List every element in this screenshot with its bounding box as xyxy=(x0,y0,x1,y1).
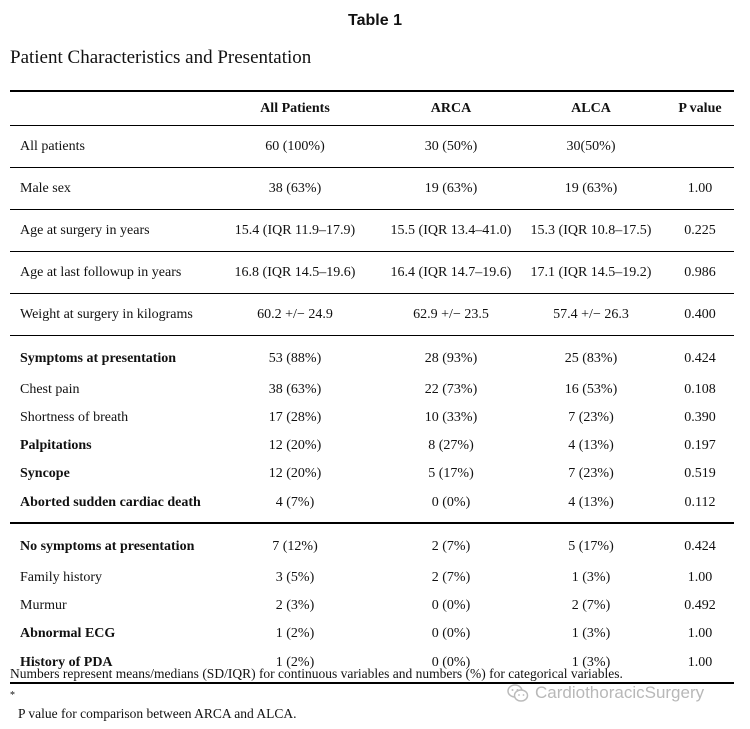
cell-alca: 7 (23%) xyxy=(568,410,614,425)
watermark-text: CardiothoracicSurgery xyxy=(535,683,705,702)
cell-arca: 62.9 +/− 23.5 xyxy=(386,294,516,336)
table-row xyxy=(10,523,734,564)
table-row xyxy=(10,126,734,168)
cell-p-value: 0.197 xyxy=(684,438,716,453)
cell-all-patients: 1 (2%) xyxy=(275,626,315,641)
cell-alca: 5 (17%) xyxy=(568,539,614,554)
cell-all-patients: 53 (88%) xyxy=(268,351,322,366)
cell-all-patients: 4 (7%) xyxy=(204,488,386,523)
row-label: Palpitations xyxy=(20,438,92,453)
table-caption: Patient Characteristics and Presentation xyxy=(10,47,312,68)
cell-alca: 1 (3%) xyxy=(571,655,611,670)
cell-alca: 4 (13%) xyxy=(568,438,614,453)
cell-arca: 30 (50%) xyxy=(386,126,516,168)
cell-p-value: 0.225 xyxy=(666,210,734,252)
cell-alca: 25 (83%) xyxy=(564,351,618,366)
cell-all-patients: 12 (20%) xyxy=(268,466,322,481)
row-label: Symptoms at presentation xyxy=(20,351,177,366)
cell-all-patients: 15.4 (IQR 11.9–17.9) xyxy=(204,210,386,252)
table-row xyxy=(10,336,734,377)
table-row xyxy=(10,564,734,592)
cell-all-patients: 38 (63%) xyxy=(268,382,322,397)
table-row xyxy=(10,252,734,294)
cell-arca: 0 (0%) xyxy=(431,655,471,670)
cell-alca: 1 (3%) xyxy=(571,626,611,641)
table-row xyxy=(10,488,734,523)
header-alca: ALCA xyxy=(516,91,666,126)
cell-alca: 57.4 +/− 26.3 xyxy=(516,294,666,336)
cell-arca: 15.5 (IQR 13.4–41.0) xyxy=(386,210,516,252)
row-label: History of PDA xyxy=(20,655,113,670)
cell-p-value: 0.519 xyxy=(684,466,716,481)
cell-arca: 2 (7%) xyxy=(431,539,471,554)
cell-arca: 0 (0%) xyxy=(431,598,471,613)
cell-all-patients: 2 (3%) xyxy=(275,598,315,613)
row-label: Chest pain xyxy=(20,382,80,397)
row-label: Abnormal ECG xyxy=(20,626,116,641)
cell-p-value: 1.00 xyxy=(687,570,713,585)
header-label xyxy=(10,91,204,126)
cell-all-patients: 12 (20%) xyxy=(268,438,322,453)
cell-all-patients: 7 (12%) xyxy=(272,539,318,554)
cell-arca: 16.4 (IQR 14.7–19.6) xyxy=(386,252,516,294)
cell-alca: 7 (23%) xyxy=(568,466,614,481)
cell-arca: 2 (7%) xyxy=(431,570,471,585)
cell-alca: 17.1 (IQR 14.5–19.2) xyxy=(516,252,666,294)
cell-p-value: 0.986 xyxy=(666,252,734,294)
header-all-patients: All Patients xyxy=(204,91,386,126)
cell-arca: 22 (73%) xyxy=(424,382,478,397)
cell-p-value: 0.108 xyxy=(684,382,716,397)
cell-arca: 10 (33%) xyxy=(424,410,478,425)
cell-arca: 19 (63%) xyxy=(386,168,516,210)
cell-alca: 4 (13%) xyxy=(516,488,666,523)
row-label: All patients xyxy=(10,126,204,168)
cell-p-value: 1.00 xyxy=(687,626,713,641)
cell-alca: 15.3 (IQR 10.8–17.5) xyxy=(516,210,666,252)
cell-arca: 8 (27%) xyxy=(428,438,474,453)
row-label: No symptoms at presentation xyxy=(20,539,195,554)
footnote: Numbers represent means/medians (SD/IQR) for continuous variables and numbers (%) for categorical variables. xyxy=(10,666,623,681)
row-label: Family history xyxy=(20,570,103,585)
cell-p-value: 0.424 xyxy=(684,539,716,554)
row-label: Weight at surgery in kilograms xyxy=(10,294,204,336)
table-row xyxy=(10,432,734,460)
header-arca: ARCA xyxy=(386,91,516,126)
cell-p-value xyxy=(666,126,734,168)
cell-alca: 16 (53%) xyxy=(564,382,618,397)
footnote-p-text: P value for comparison between ARCA and ALCA. xyxy=(18,706,297,721)
cell-p-value: 1.00 xyxy=(687,655,713,670)
watermark xyxy=(507,683,704,703)
cell-all-patients: 16.8 (IQR 14.5–19.6) xyxy=(204,252,386,294)
cell-all-patients: 1 (2%) xyxy=(275,655,315,670)
cell-alca: 19 (63%) xyxy=(516,168,666,210)
table-row xyxy=(10,460,734,488)
row-label: Shortness of breath xyxy=(20,410,129,425)
table-row xyxy=(10,210,734,252)
cell-p-value: 0.424 xyxy=(684,351,716,366)
table-number: Table 1 xyxy=(348,12,402,29)
table-row xyxy=(10,294,734,336)
cell-arca: 0 (0%) xyxy=(431,626,471,641)
cell-alca: 1 (3%) xyxy=(571,570,611,585)
cell-alca: 30(50%) xyxy=(516,126,666,168)
row-label: Male sex xyxy=(10,168,204,210)
cell-all-patients: 3 (5%) xyxy=(275,570,315,585)
cell-all-patients: 60 (100%) xyxy=(204,126,386,168)
row-label: Age at last followup in years xyxy=(10,252,204,294)
cell-p-value: 1.00 xyxy=(666,168,734,210)
table-row xyxy=(10,168,734,210)
row-label: Murmur xyxy=(20,598,67,613)
row-label: Aborted sudden cardiac death xyxy=(10,488,204,523)
cell-all-patients: 17 (28%) xyxy=(268,410,322,425)
table-row xyxy=(10,620,734,648)
cell-p-value: 0.400 xyxy=(666,294,734,336)
cell-p-value: 0.390 xyxy=(684,410,716,425)
cell-alca: 2 (7%) xyxy=(571,598,611,613)
cell-all-patients: 38 (63%) xyxy=(204,168,386,210)
cell-arca: 5 (17%) xyxy=(428,466,474,481)
footnote-marker: * xyxy=(10,690,15,701)
table-row xyxy=(10,376,734,404)
cell-all-patients: 60.2 +/− 24.9 xyxy=(204,294,386,336)
table-row xyxy=(10,404,734,432)
header-p-value: P value xyxy=(666,91,734,126)
wechat-icon xyxy=(507,683,529,703)
cell-arca: 28 (93%) xyxy=(424,351,478,366)
row-label: Syncope xyxy=(20,466,70,481)
patient-characteristics-table xyxy=(10,90,734,684)
row-label: Age at surgery in years xyxy=(10,210,204,252)
cell-p-value: 0.112 xyxy=(666,488,734,523)
table-row xyxy=(10,592,734,620)
cell-p-value: 0.492 xyxy=(684,598,716,613)
cell-arca: 0 (0%) xyxy=(386,488,516,523)
header-row xyxy=(10,91,734,126)
